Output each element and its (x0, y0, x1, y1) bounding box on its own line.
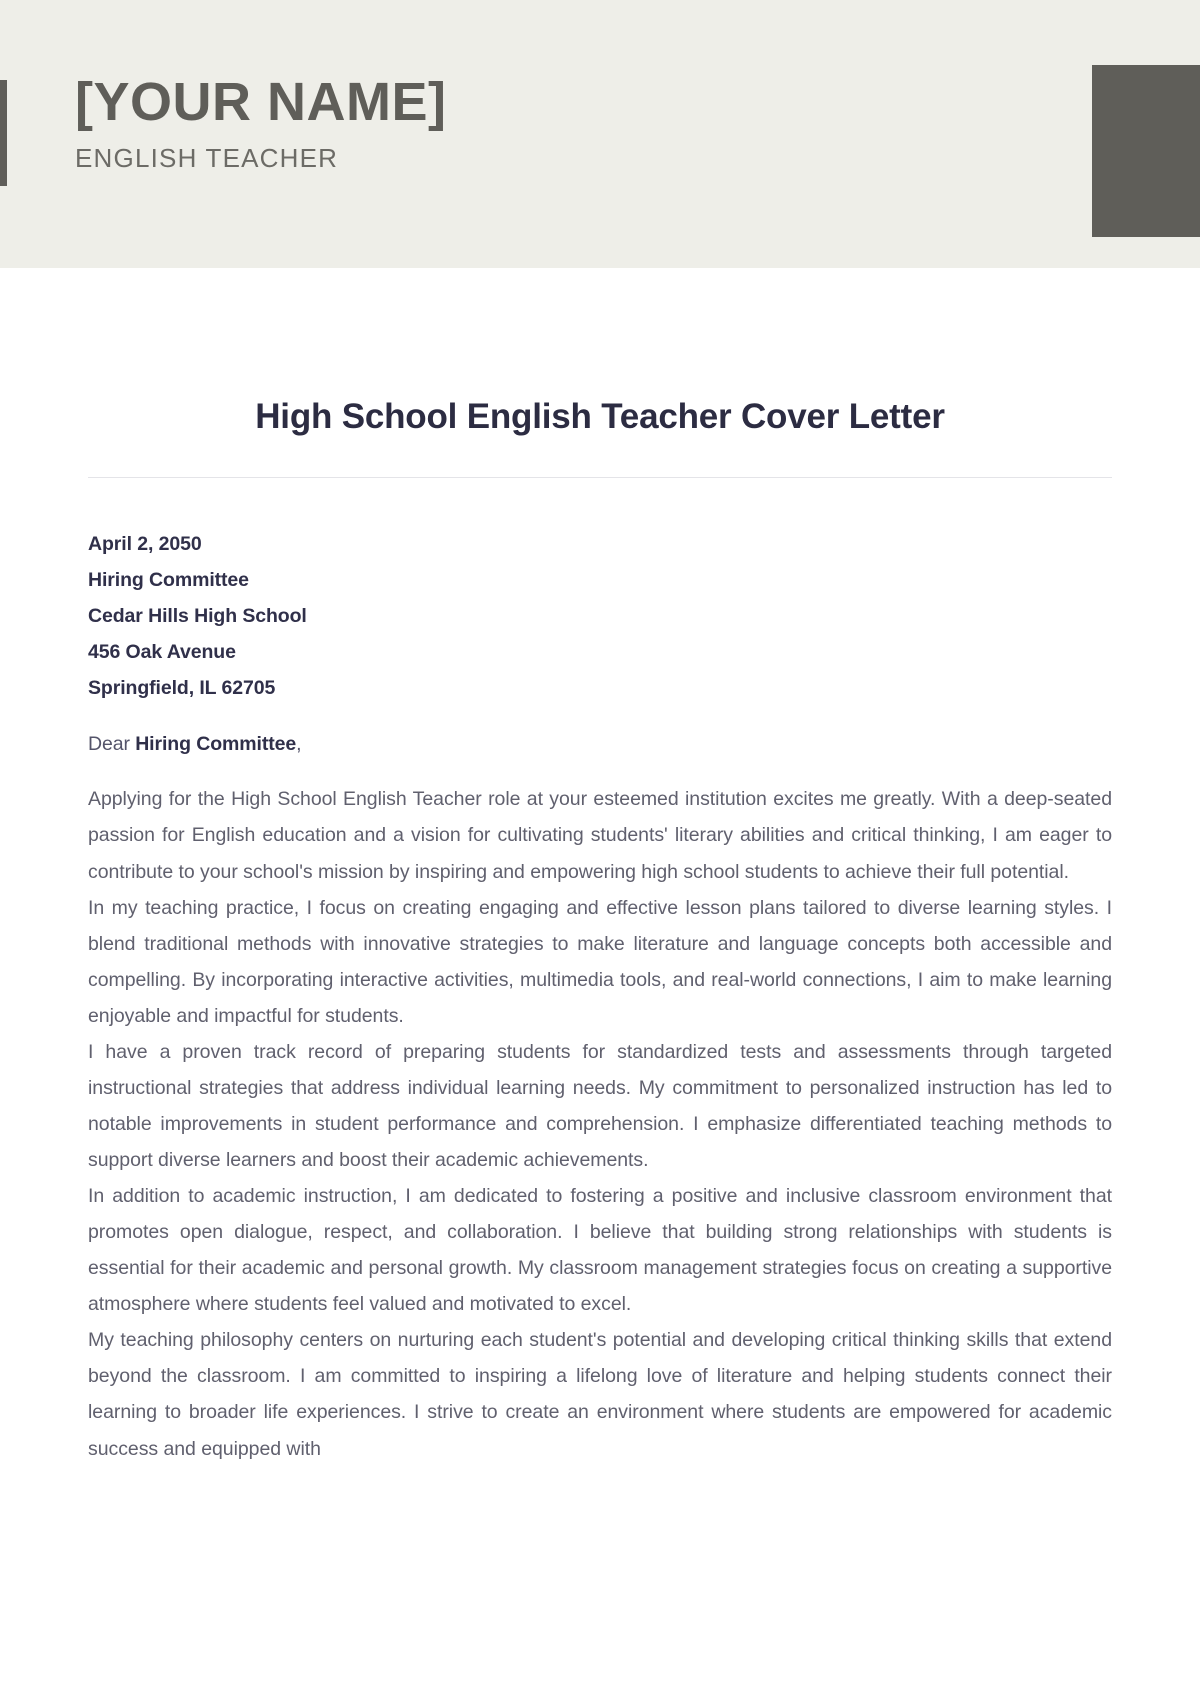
header-decorative-block (1092, 65, 1200, 237)
salutation-name: Hiring Committee (135, 732, 297, 755)
salutation-prefix: Dear (88, 732, 136, 755)
left-accent-bar (0, 80, 7, 186)
addressee-recipient: Hiring Committee (88, 569, 249, 592)
candidate-role: ENGLISH TEACHER (75, 142, 339, 173)
salutation (88, 726, 1112, 762)
addressee-street: 456 Oak Avenue (88, 641, 236, 664)
letterhead (0, 0, 1200, 268)
candidate-name: [YOUR NAME] (75, 72, 447, 132)
letter-date: April 2, 2050 (88, 533, 202, 555)
addressee-city-state-zip: Springfield, IL 62705 (88, 677, 276, 700)
letter-paragraph: In addition to academic instruction, I am dedicated to fostering a positive and inclusive classroom environment that promotes open dialogue, respect, and collaboration. I believe that building strong relationships with students is essential for their academic and personal growth. My classroom management strategies focus on creating a supportive atmosphere where students feel valued and motivated to excel. (88, 1185, 1112, 1316)
identity-block (75, 74, 446, 174)
letter-paragraph: Applying for the High School English Teacher role at your esteemed institution excites me greatly. With a deep-seated passion for English education and a vision for cultivating students' literary abilities and critical thinking, I am eager to contribute to your school's mission by inspiring and empowering high school students to achieve their full potential. (88, 788, 1112, 883)
addressee-organization: Cedar Hills High School (88, 605, 307, 628)
addressee-block (88, 526, 1112, 706)
page-title: High School English Teacher Cover Letter (255, 397, 945, 436)
salutation-suffix: , (296, 732, 302, 755)
title-divider (88, 477, 1112, 478)
letter-paragraph: My teaching philosophy centers on nurturing each student's potential and developing critical thinking skills that extend beyond the classroom. I am committed to inspiring a lifelong love of literature and helping students connect their learning to broader life experiences. I strive to create an environment where students are empowered for academic success and equipped with (88, 1329, 1112, 1460)
letter-paragraph: I have a proven track record of preparing students for standardized tests and assessments through targeted instructional strategies that address individual learning needs. My commitment to personalized instruction has led to notable improvements in student performance and comprehension. I emphasize differentiated teaching methods to support diverse learners and boost their academic achievements. (88, 1040, 1112, 1171)
letter-paragraphs (88, 781, 1112, 1466)
cover-letter-body (0, 268, 1200, 1467)
letter-paragraph: In my teaching practice, I focus on creating engaging and effective lesson plans tailored to diverse learning styles. I blend traditional methods with innovative strategies to make literature and language concepts both accessible and compelling. By incorporating interactive activities, multimedia tools, and real-world connections, I aim to make learning enjoyable and impactful for students. (88, 896, 1112, 1027)
